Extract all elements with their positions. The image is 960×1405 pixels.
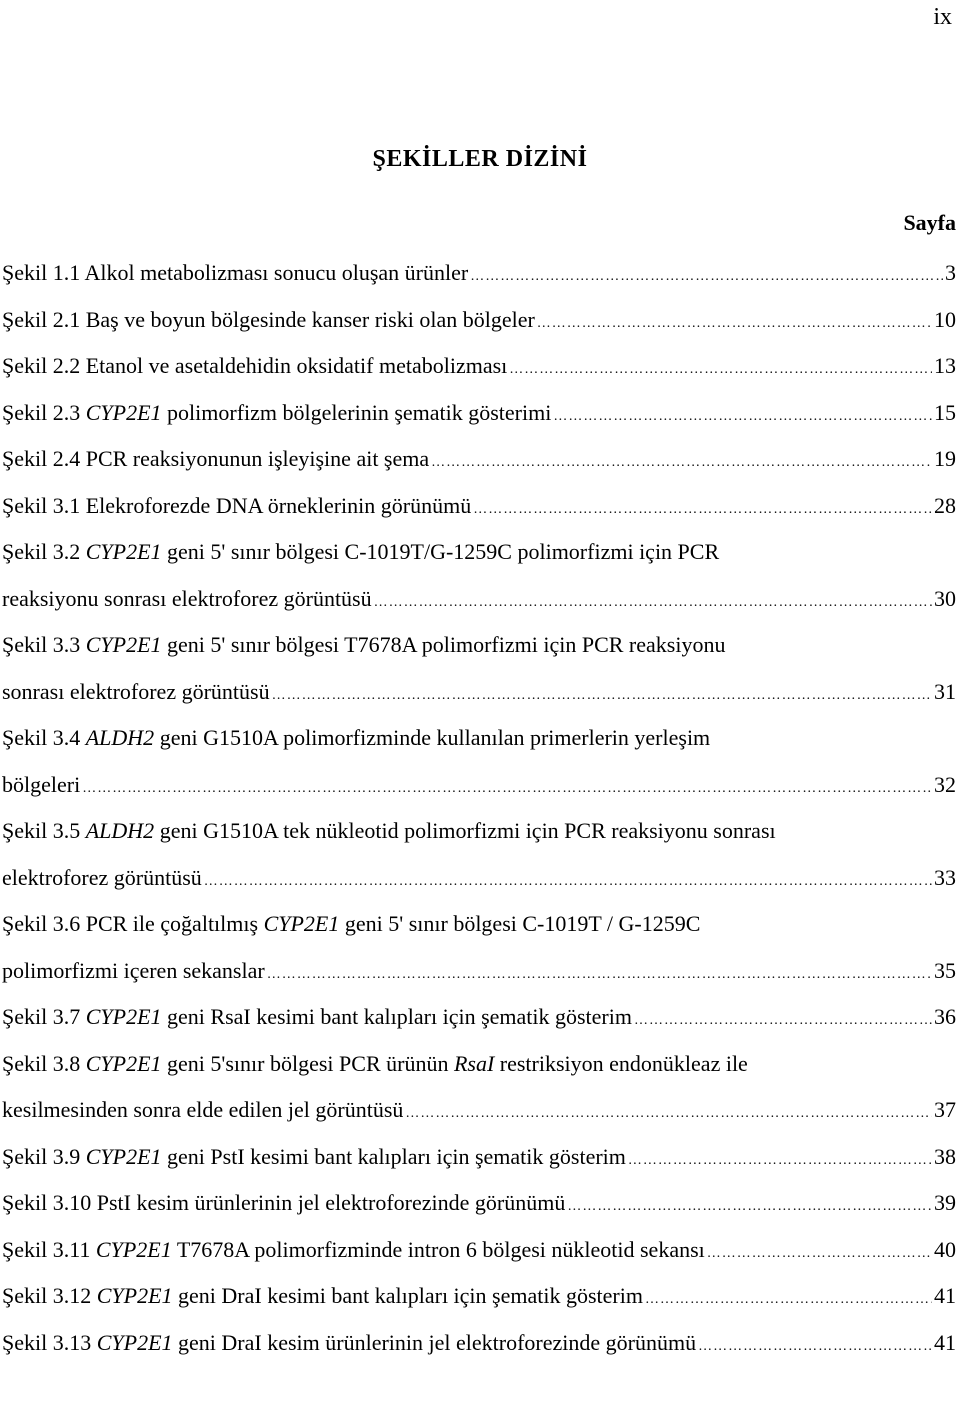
entry-text-part: T7678A polimorfizminde intron 6 bölgesi nükleotid sekansı (171, 1236, 705, 1262)
entry-title (2, 1180, 565, 1227)
entry-title (2, 1134, 626, 1181)
gene-name: ALDH2 (85, 818, 155, 843)
dot-leader (470, 254, 943, 301)
entry-title (2, 1320, 696, 1367)
entry-title (2, 725, 710, 750)
figure-entry (2, 715, 956, 762)
entry-text-part: Şekil 1.1 Alkol metabolizması sonucu oluşan ürünler (2, 260, 469, 285)
entry-text-part: Şekil 3.6 PCR ile çoğaltılmış (2, 911, 264, 936)
figure-entry (2, 901, 956, 948)
figure-entry (2, 994, 956, 1041)
figure-entry (2, 297, 956, 344)
entry-page-number: 15 (934, 399, 956, 425)
dot-leader (553, 394, 932, 441)
entry-text-part: Şekil 3.13 (2, 1329, 97, 1355)
figure-entry-continuation (2, 948, 956, 995)
dot-leader (473, 487, 932, 534)
dot-leader (698, 1324, 932, 1371)
figure-entry (2, 1320, 956, 1367)
entry-title (2, 250, 468, 297)
entry-text-part: geni G1510A tek nükleotid polimorfizmi için PCR reaksiyonu sonrası (154, 818, 776, 843)
entry-page-number: 39 (934, 1190, 956, 1215)
figure-entry (2, 390, 956, 437)
entry-title (2, 297, 535, 344)
dot-leader (405, 1091, 932, 1138)
entry-title-continuation: kesilmesinden sonra elde edilen jel görüntüsü (2, 1097, 404, 1122)
gene-name: RsaI (453, 1050, 495, 1076)
entry-page-number: 37 (934, 1097, 956, 1122)
entry-text-part: geni 5'sınır bölgesi PCR ürünün (161, 1050, 454, 1076)
entry-page-number: 35 (934, 957, 956, 983)
figure-entry (2, 622, 956, 669)
dot-leader (267, 952, 932, 999)
entry-title (2, 1051, 748, 1076)
entry-title (2, 483, 471, 530)
figure-entry-continuation (2, 855, 956, 902)
gene-name: CYP2E1 (85, 539, 162, 564)
gene-name: CYP2E1 (85, 1004, 162, 1029)
dot-leader (204, 859, 932, 906)
figure-entry (2, 250, 956, 297)
entry-text-part: Şekil 3.8 (2, 1050, 86, 1076)
dot-leader (645, 1277, 932, 1324)
dot-leader (431, 440, 932, 487)
entry-text-part: Şekil 3.7 (2, 1004, 86, 1029)
entry-page-number: 36 (934, 1004, 956, 1029)
dot-leader (509, 347, 932, 394)
figure-entry (2, 1041, 956, 1088)
entry-text-part: Şekil 2.1 Baş ve boyun bölgesinde kanser riski olan bölgeler (2, 306, 535, 332)
gene-name: CYP2E1 (85, 399, 162, 425)
figure-entry (2, 1227, 956, 1274)
entry-text-part: Şekil 3.10 PstI kesim ürünlerinin jel elektroforezinde görünümü (2, 1190, 566, 1215)
figure-entry (2, 1134, 956, 1181)
page-title: ŞEKİLLER DİZİNİ (372, 146, 588, 172)
entry-page-number: 33 (934, 864, 956, 890)
entry-title (2, 818, 776, 843)
entry-text-part: Şekil 3.12 (2, 1283, 97, 1308)
entry-page-number: 28 (934, 492, 956, 518)
figure-entry-continuation (2, 1087, 956, 1134)
entry-page-number: 13 (934, 353, 956, 378)
gene-name: CYP2E1 (96, 1283, 173, 1308)
figure-entry-continuation (2, 576, 956, 623)
entry-title-continuation: sonrası elektroforez görüntüsü (2, 678, 270, 704)
dot-leader (707, 1231, 932, 1278)
figure-entry-continuation (2, 762, 956, 809)
gene-name: CYP2E1 (95, 1236, 172, 1262)
gene-name: CYP2E1 (85, 632, 162, 657)
dot-leader (634, 998, 932, 1045)
entry-text-part: geni DraI kesim ürünlerinin jel elektroforezinde görünümü (172, 1329, 697, 1355)
entry-text-part: Şekil 3.4 (2, 725, 86, 750)
entry-text-part: Şekil 3.3 (2, 632, 86, 657)
entry-page-number: 3 (945, 260, 956, 285)
gene-name: ALDH2 (85, 725, 155, 750)
entry-text-part: geni 5' sınır bölgesi C-1019T/G-1259C polimorfizmi için PCR (161, 539, 720, 564)
figure-entry (2, 1273, 956, 1320)
entry-text-part: restriksiyon endonükleaz ile (494, 1050, 748, 1076)
gene-name: CYP2E1 (85, 1050, 162, 1076)
dot-leader (537, 301, 932, 348)
entry-title (2, 911, 700, 936)
entry-page-number: 41 (934, 1329, 956, 1355)
figure-entry (2, 808, 956, 855)
entry-page-number: 32 (934, 771, 956, 797)
entry-page-number: 40 (934, 1236, 956, 1262)
figure-entry (2, 529, 956, 576)
gene-name: CYP2E1 (85, 1143, 162, 1169)
figure-entry-continuation (2, 669, 956, 716)
entry-title (2, 539, 719, 564)
entry-page-number: 38 (934, 1143, 956, 1169)
entry-title-continuation: elektroforez görüntüsü (2, 864, 202, 890)
entry-text-part: Şekil 3.1 Elekroforezde DNA örneklerinin görünümü (2, 492, 472, 518)
entry-text-part: Şekil 2.4 PCR reaksiyonunun işleyişine ait şema (2, 446, 430, 471)
entry-text-part: geni PstI kesimi bant kalıpları için şematik gösterim (161, 1143, 626, 1169)
entry-title (2, 390, 551, 437)
gene-name: CYP2E1 (96, 1329, 173, 1355)
entry-text-part: geni RsaI kesimi bant kalıpları için şematik gösterim (161, 1004, 632, 1029)
entry-title (2, 343, 507, 390)
entry-text-part: Şekil 3.2 (2, 539, 86, 564)
entry-text-part: geni G1510A polimorfizminde kullanılan primerlerin yerleşim (154, 725, 711, 750)
figure-list (2, 250, 956, 1366)
dot-leader (272, 673, 932, 720)
entry-title-continuation: reaksiyonu sonrası elektroforez görüntüsü (2, 585, 372, 611)
entry-page-number: 10 (934, 306, 956, 332)
entry-text-part: geni DraI kesimi bant kalıpları için şematik gösterim (172, 1283, 643, 1308)
gene-name: CYP2E1 (263, 911, 340, 936)
entry-title-continuation: polimorfizmi içeren sekanslar (2, 957, 265, 983)
entry-title (2, 632, 725, 657)
figure-entry (2, 343, 956, 390)
entry-text-part: Şekil 3.5 (2, 818, 86, 843)
dot-leader (567, 1184, 932, 1231)
entry-page-number: 31 (934, 678, 956, 704)
entry-text-part: polimorfizm bölgelerinin şematik gösterimi (161, 399, 552, 425)
dot-leader (82, 766, 932, 813)
entry-title (2, 1273, 643, 1320)
entry-title (2, 436, 429, 483)
dot-leader (374, 580, 932, 627)
entry-page-number: 41 (934, 1283, 956, 1308)
entry-title (2, 1227, 705, 1274)
figure-entry (2, 436, 956, 483)
entry-page-number: 19 (934, 446, 956, 471)
entry-text-part: Şekil 2.2 Etanol ve asetaldehidin oksidatif metabolizması (2, 353, 508, 378)
entry-title-continuation: bölgeleri (2, 771, 81, 797)
entry-text-part: geni 5' sınır bölgesi T7678A polimorfizmi için PCR reaksiyonu (161, 632, 726, 657)
page-column-label: Sayfa (903, 210, 956, 235)
entry-text-part: geni 5' sınır bölgesi C-1019T / G-1259C (339, 911, 701, 936)
dot-leader (628, 1138, 932, 1185)
entry-page-number: 30 (934, 585, 956, 611)
page-number: ix (933, 4, 952, 30)
figure-entry (2, 483, 956, 530)
entry-text-part: Şekil 3.9 (2, 1143, 86, 1169)
figure-entry (2, 1180, 956, 1227)
entry-title (2, 994, 632, 1041)
entry-text-part: Şekil 3.11 (2, 1236, 96, 1262)
entry-text-part: Şekil 2.3 (2, 399, 86, 425)
